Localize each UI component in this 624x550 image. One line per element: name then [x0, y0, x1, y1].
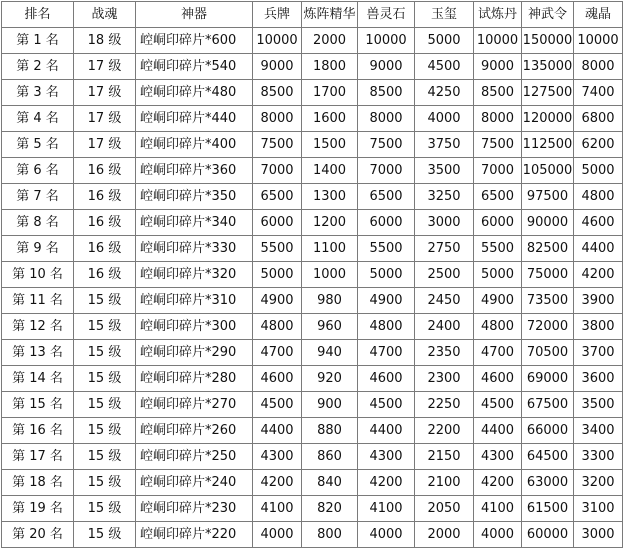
- cell-artifact: 崆峒印碎片*240: [136, 470, 253, 496]
- cell-divine-martial-token: 73500: [522, 288, 574, 314]
- cell-artifact: 崆峒印碎片*320: [136, 262, 253, 288]
- cell-jade-seal: 5000: [415, 28, 474, 54]
- column-header-rank: 排名: [2, 2, 74, 28]
- column-header-divine-martial-token: 神武令: [522, 2, 574, 28]
- cell-soul-crystal: 3700: [574, 340, 623, 366]
- cell-soldier-token: 4500: [253, 392, 302, 418]
- cell-divine-martial-token: 61500: [522, 496, 574, 522]
- cell-beast-spirit-stone: 6000: [358, 210, 415, 236]
- table-row: [2, 314, 623, 340]
- cell-soldier-token: 9000: [253, 54, 302, 80]
- cell-rank: 第 3 名: [2, 80, 74, 106]
- cell-trial-pill: 4600: [474, 366, 522, 392]
- cell-jade-seal: 2050: [415, 496, 474, 522]
- cell-artifact: 崆峒印碎片*350: [136, 184, 253, 210]
- cell-divine-martial-token: 97500: [522, 184, 574, 210]
- cell-war-soul: 15 级: [74, 314, 136, 340]
- cell-beast-spirit-stone: 5000: [358, 262, 415, 288]
- cell-divine-martial-token: 112500: [522, 132, 574, 158]
- cell-formation-essence: 1100: [302, 236, 358, 262]
- cell-rank: 第 2 名: [2, 54, 74, 80]
- cell-jade-seal: 2350: [415, 340, 474, 366]
- cell-trial-pill: 5000: [474, 262, 522, 288]
- cell-soldier-token: 4400: [253, 418, 302, 444]
- column-header-jade-seal: 玉玺: [415, 2, 474, 28]
- header-row: [2, 2, 623, 28]
- cell-jade-seal: 4000: [415, 106, 474, 132]
- cell-soldier-token: 4300: [253, 444, 302, 470]
- cell-soul-crystal: 7400: [574, 80, 623, 106]
- cell-soldier-token: 5000: [253, 262, 302, 288]
- cell-formation-essence: 1300: [302, 184, 358, 210]
- cell-soldier-token: 4200: [253, 470, 302, 496]
- cell-trial-pill: 10000: [474, 28, 522, 54]
- cell-soul-crystal: 6200: [574, 132, 623, 158]
- cell-war-soul: 15 级: [74, 392, 136, 418]
- cell-war-soul: 15 级: [74, 340, 136, 366]
- cell-war-soul: 15 级: [74, 470, 136, 496]
- cell-artifact: 崆峒印碎片*310: [136, 288, 253, 314]
- cell-war-soul: 16 级: [74, 236, 136, 262]
- cell-artifact: 崆峒印碎片*290: [136, 340, 253, 366]
- cell-soul-crystal: 4200: [574, 262, 623, 288]
- cell-trial-pill: 8500: [474, 80, 522, 106]
- cell-trial-pill: 9000: [474, 54, 522, 80]
- cell-formation-essence: 960: [302, 314, 358, 340]
- cell-artifact: 崆峒印碎片*360: [136, 158, 253, 184]
- cell-trial-pill: 4800: [474, 314, 522, 340]
- cell-soul-crystal: 6800: [574, 106, 623, 132]
- cell-soldier-token: 6500: [253, 184, 302, 210]
- cell-divine-martial-token: 127500: [522, 80, 574, 106]
- cell-soul-crystal: 10000: [574, 28, 623, 54]
- table-row: [2, 496, 623, 522]
- column-header-formation-essence: 炼阵精华: [302, 2, 358, 28]
- table-row: [2, 444, 623, 470]
- cell-formation-essence: 920: [302, 366, 358, 392]
- cell-divine-martial-token: 90000: [522, 210, 574, 236]
- cell-trial-pill: 4700: [474, 340, 522, 366]
- table-header: [2, 2, 623, 28]
- cell-soul-crystal: 3800: [574, 314, 623, 340]
- cell-beast-spirit-stone: 8000: [358, 106, 415, 132]
- cell-soldier-token: 10000: [253, 28, 302, 54]
- cell-beast-spirit-stone: 4300: [358, 444, 415, 470]
- cell-beast-spirit-stone: 4200: [358, 470, 415, 496]
- cell-formation-essence: 800: [302, 522, 358, 548]
- cell-jade-seal: 2500: [415, 262, 474, 288]
- cell-artifact: 崆峒印碎片*220: [136, 522, 253, 548]
- cell-beast-spirit-stone: 4000: [358, 522, 415, 548]
- cell-beast-spirit-stone: 10000: [358, 28, 415, 54]
- table-row: [2, 158, 623, 184]
- cell-soldier-token: 4600: [253, 366, 302, 392]
- cell-jade-seal: 2300: [415, 366, 474, 392]
- table-row: [2, 184, 623, 210]
- cell-war-soul: 17 级: [74, 54, 136, 80]
- cell-formation-essence: 1700: [302, 80, 358, 106]
- cell-war-soul: 15 级: [74, 288, 136, 314]
- cell-rank: 第 4 名: [2, 106, 74, 132]
- cell-war-soul: 16 级: [74, 210, 136, 236]
- cell-soldier-token: 4700: [253, 340, 302, 366]
- cell-war-soul: 15 级: [74, 418, 136, 444]
- cell-divine-martial-token: 63000: [522, 470, 574, 496]
- cell-rank: 第 6 名: [2, 158, 74, 184]
- cell-rank: 第 10 名: [2, 262, 74, 288]
- cell-divine-martial-token: 75000: [522, 262, 574, 288]
- cell-jade-seal: 2750: [415, 236, 474, 262]
- cell-jade-seal: 2150: [415, 444, 474, 470]
- cell-divine-martial-token: 135000: [522, 54, 574, 80]
- cell-rank: 第 11 名: [2, 288, 74, 314]
- cell-divine-martial-token: 82500: [522, 236, 574, 262]
- cell-formation-essence: 820: [302, 496, 358, 522]
- cell-soul-crystal: 4400: [574, 236, 623, 262]
- cell-rank: 第 9 名: [2, 236, 74, 262]
- cell-divine-martial-token: 70500: [522, 340, 574, 366]
- cell-beast-spirit-stone: 5500: [358, 236, 415, 262]
- table-row: [2, 28, 623, 54]
- table-row: [2, 470, 623, 496]
- cell-formation-essence: 860: [302, 444, 358, 470]
- cell-soldier-token: 5500: [253, 236, 302, 262]
- table-row: [2, 262, 623, 288]
- cell-jade-seal: 4500: [415, 54, 474, 80]
- cell-beast-spirit-stone: 8500: [358, 80, 415, 106]
- cell-formation-essence: 1200: [302, 210, 358, 236]
- cell-soul-crystal: 3600: [574, 366, 623, 392]
- cell-formation-essence: 880: [302, 418, 358, 444]
- cell-artifact: 崆峒印碎片*600: [136, 28, 253, 54]
- cell-rank: 第 5 名: [2, 132, 74, 158]
- table-row: [2, 340, 623, 366]
- cell-rank: 第 12 名: [2, 314, 74, 340]
- cell-rank: 第 20 名: [2, 522, 74, 548]
- cell-soldier-token: 7500: [253, 132, 302, 158]
- cell-war-soul: 17 级: [74, 106, 136, 132]
- cell-artifact: 崆峒印碎片*250: [136, 444, 253, 470]
- cell-formation-essence: 1400: [302, 158, 358, 184]
- cell-beast-spirit-stone: 4100: [358, 496, 415, 522]
- cell-war-soul: 15 级: [74, 366, 136, 392]
- cell-soul-crystal: 5000: [574, 158, 623, 184]
- cell-divine-martial-token: 150000: [522, 28, 574, 54]
- table-row: [2, 522, 623, 548]
- cell-formation-essence: 1800: [302, 54, 358, 80]
- cell-war-soul: 17 级: [74, 80, 136, 106]
- cell-divine-martial-token: 64500: [522, 444, 574, 470]
- cell-beast-spirit-stone: 7000: [358, 158, 415, 184]
- cell-beast-spirit-stone: 4400: [358, 418, 415, 444]
- cell-trial-pill: 7500: [474, 132, 522, 158]
- cell-rank: 第 19 名: [2, 496, 74, 522]
- cell-formation-essence: 980: [302, 288, 358, 314]
- cell-soul-crystal: 3400: [574, 418, 623, 444]
- cell-jade-seal: 3250: [415, 184, 474, 210]
- cell-soldier-token: 4900: [253, 288, 302, 314]
- cell-beast-spirit-stone: 4700: [358, 340, 415, 366]
- cell-divine-martial-token: 120000: [522, 106, 574, 132]
- cell-beast-spirit-stone: 6500: [358, 184, 415, 210]
- cell-formation-essence: 1000: [302, 262, 358, 288]
- table-row: [2, 288, 623, 314]
- table-row: [2, 132, 623, 158]
- cell-trial-pill: 4000: [474, 522, 522, 548]
- cell-divine-martial-token: 60000: [522, 522, 574, 548]
- cell-trial-pill: 5500: [474, 236, 522, 262]
- table-row: [2, 54, 623, 80]
- cell-divine-martial-token: 67500: [522, 392, 574, 418]
- column-header-soldier-token: 兵牌: [253, 2, 302, 28]
- cell-jade-seal: 2250: [415, 392, 474, 418]
- column-header-artifact: 神器: [136, 2, 253, 28]
- cell-artifact: 崆峒印碎片*400: [136, 132, 253, 158]
- cell-artifact: 崆峒印碎片*280: [136, 366, 253, 392]
- cell-trial-pill: 6000: [474, 210, 522, 236]
- cell-beast-spirit-stone: 4900: [358, 288, 415, 314]
- cell-trial-pill: 6500: [474, 184, 522, 210]
- table-row: [2, 392, 623, 418]
- cell-divine-martial-token: 105000: [522, 158, 574, 184]
- cell-soul-crystal: 8000: [574, 54, 623, 80]
- cell-artifact: 崆峒印碎片*260: [136, 418, 253, 444]
- cell-beast-spirit-stone: 7500: [358, 132, 415, 158]
- cell-jade-seal: 4250: [415, 80, 474, 106]
- table-row: [2, 366, 623, 392]
- cell-soldier-token: 6000: [253, 210, 302, 236]
- cell-beast-spirit-stone: 9000: [358, 54, 415, 80]
- cell-artifact: 崆峒印碎片*330: [136, 236, 253, 262]
- cell-formation-essence: 1500: [302, 132, 358, 158]
- cell-artifact: 崆峒印碎片*440: [136, 106, 253, 132]
- cell-artifact: 崆峒印碎片*540: [136, 54, 253, 80]
- table-row: [2, 418, 623, 444]
- cell-soul-crystal: 3300: [574, 444, 623, 470]
- cell-jade-seal: 3500: [415, 158, 474, 184]
- cell-war-soul: 16 级: [74, 158, 136, 184]
- table-body: [2, 28, 623, 548]
- cell-beast-spirit-stone: 4800: [358, 314, 415, 340]
- cell-rank: 第 14 名: [2, 366, 74, 392]
- cell-trial-pill: 8000: [474, 106, 522, 132]
- cell-war-soul: 15 级: [74, 496, 136, 522]
- cell-rank: 第 7 名: [2, 184, 74, 210]
- cell-soul-crystal: 4600: [574, 210, 623, 236]
- cell-soldier-token: 8500: [253, 80, 302, 106]
- column-header-beast-spirit-stone: 兽灵石: [358, 2, 415, 28]
- cell-divine-martial-token: 72000: [522, 314, 574, 340]
- cell-divine-martial-token: 66000: [522, 418, 574, 444]
- cell-soul-crystal: 3000: [574, 522, 623, 548]
- cell-trial-pill: 7000: [474, 158, 522, 184]
- cell-soldier-token: 7000: [253, 158, 302, 184]
- cell-artifact: 崆峒印碎片*300: [136, 314, 253, 340]
- cell-war-soul: 15 级: [74, 444, 136, 470]
- cell-war-soul: 15 级: [74, 522, 136, 548]
- cell-formation-essence: 840: [302, 470, 358, 496]
- ranking-reward-table: [1, 1, 623, 548]
- cell-jade-seal: 3750: [415, 132, 474, 158]
- cell-artifact: 崆峒印碎片*480: [136, 80, 253, 106]
- cell-trial-pill: 4200: [474, 470, 522, 496]
- cell-formation-essence: 1600: [302, 106, 358, 132]
- cell-rank: 第 15 名: [2, 392, 74, 418]
- cell-soul-crystal: 3100: [574, 496, 623, 522]
- cell-soul-crystal: 3200: [574, 470, 623, 496]
- cell-formation-essence: 940: [302, 340, 358, 366]
- cell-jade-seal: 2000: [415, 522, 474, 548]
- cell-trial-pill: 4400: [474, 418, 522, 444]
- cell-soldier-token: 8000: [253, 106, 302, 132]
- cell-beast-spirit-stone: 4500: [358, 392, 415, 418]
- cell-jade-seal: 2100: [415, 470, 474, 496]
- column-header-trial-pill: 试炼丹: [474, 2, 522, 28]
- cell-war-soul: 16 级: [74, 184, 136, 210]
- table-row: [2, 210, 623, 236]
- cell-rank: 第 13 名: [2, 340, 74, 366]
- cell-jade-seal: 2400: [415, 314, 474, 340]
- cell-rank: 第 16 名: [2, 418, 74, 444]
- cell-artifact: 崆峒印碎片*270: [136, 392, 253, 418]
- cell-soldier-token: 4100: [253, 496, 302, 522]
- cell-divine-martial-token: 69000: [522, 366, 574, 392]
- cell-artifact: 崆峒印碎片*230: [136, 496, 253, 522]
- table-row: [2, 236, 623, 262]
- cell-soul-crystal: 3900: [574, 288, 623, 314]
- cell-trial-pill: 4900: [474, 288, 522, 314]
- cell-war-soul: 17 级: [74, 132, 136, 158]
- column-header-war-soul: 战魂: [74, 2, 136, 28]
- column-header-soul-crystal: 魂晶: [574, 2, 623, 28]
- cell-rank: 第 17 名: [2, 444, 74, 470]
- cell-rank: 第 8 名: [2, 210, 74, 236]
- cell-trial-pill: 4500: [474, 392, 522, 418]
- cell-jade-seal: 3000: [415, 210, 474, 236]
- cell-jade-seal: 2450: [415, 288, 474, 314]
- cell-jade-seal: 2200: [415, 418, 474, 444]
- cell-beast-spirit-stone: 4600: [358, 366, 415, 392]
- cell-soldier-token: 4000: [253, 522, 302, 548]
- cell-formation-essence: 900: [302, 392, 358, 418]
- cell-trial-pill: 4100: [474, 496, 522, 522]
- cell-soldier-token: 4800: [253, 314, 302, 340]
- cell-war-soul: 18 级: [74, 28, 136, 54]
- cell-war-soul: 16 级: [74, 262, 136, 288]
- cell-rank: 第 18 名: [2, 470, 74, 496]
- table-row: [2, 80, 623, 106]
- cell-artifact: 崆峒印碎片*340: [136, 210, 253, 236]
- cell-soul-crystal: 3500: [574, 392, 623, 418]
- table-row: [2, 106, 623, 132]
- cell-rank: 第 1 名: [2, 28, 74, 54]
- cell-formation-essence: 2000: [302, 28, 358, 54]
- cell-trial-pill: 4300: [474, 444, 522, 470]
- cell-soul-crystal: 4800: [574, 184, 623, 210]
